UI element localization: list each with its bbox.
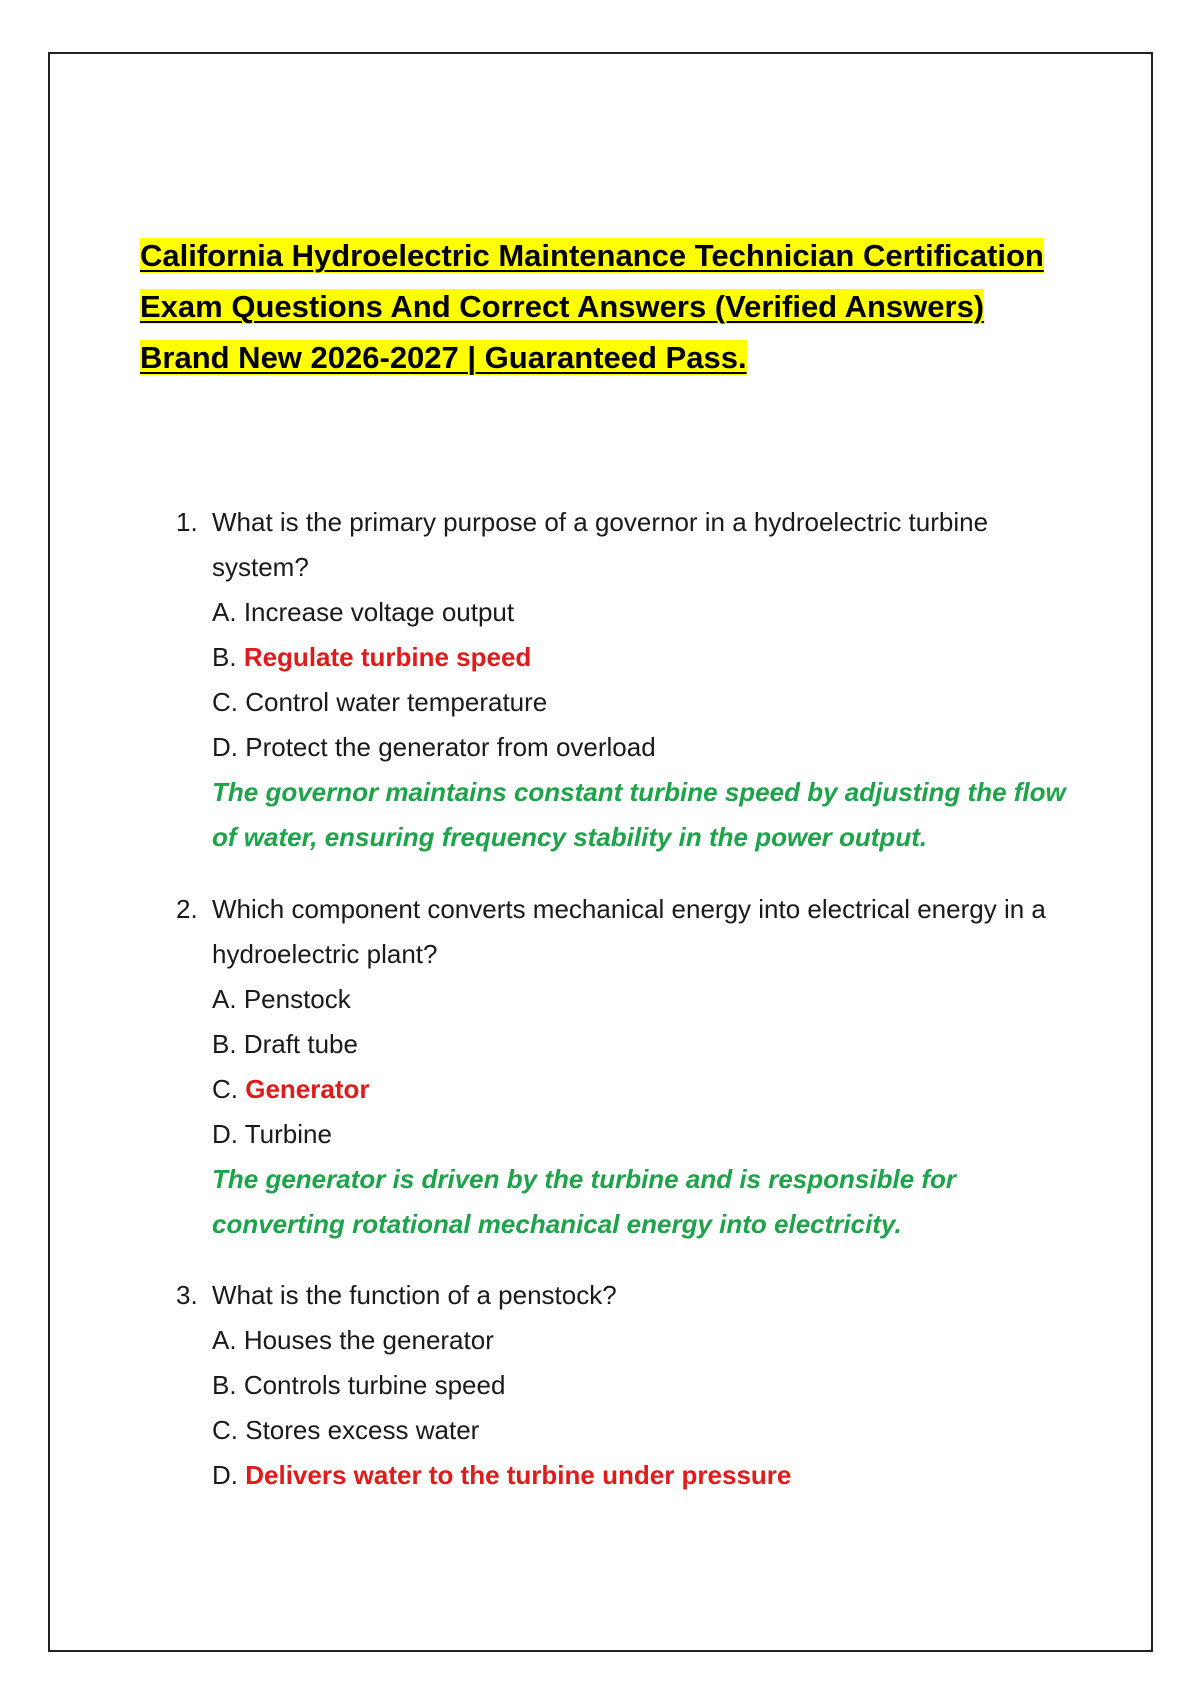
question-number: 2.	[176, 894, 198, 924]
option-letter: A.	[212, 597, 237, 627]
option-letter: D.	[212, 1460, 238, 1490]
question-text: What is the primary purpose of a governor in a hydroelectric turbine system?	[212, 507, 989, 582]
option-letter: C.	[212, 687, 238, 717]
option-row	[176, 1453, 1076, 1498]
option-row	[176, 680, 1076, 725]
option-letter: B.	[212, 642, 237, 672]
answer-explanation: The generator is driven by the turbine and is responsible for converting rotational mechanical energy into electricity.	[212, 1164, 957, 1239]
question-text: Which component converts mechanical energy into electrical energy in a hydroelectric plant?	[212, 894, 1046, 969]
option-row	[176, 590, 1076, 635]
document-title-text: California Hydroelectric Maintenance Technician Certification Exam Questions And Correct Answers (Verified Answers) Brand New 2026-2027 | Guaranteed Pass.	[140, 238, 1044, 375]
option-row	[176, 977, 1076, 1022]
option-letter: C.	[212, 1415, 238, 1445]
option-text: Turbine	[244, 1119, 332, 1149]
question-row	[176, 887, 1076, 977]
option-letter: D.	[212, 1119, 238, 1149]
option-text: Increase voltage output	[243, 597, 515, 627]
question-item	[176, 887, 1076, 1247]
option-letter: C.	[212, 1074, 238, 1104]
question-row	[176, 500, 1076, 590]
option-text: Houses the generator	[243, 1325, 494, 1355]
option-row	[176, 1318, 1076, 1363]
option-text: Stores excess water	[245, 1415, 480, 1445]
correct-answer-text: Generator	[245, 1074, 370, 1104]
option-letter: A.	[212, 1325, 237, 1355]
option-row	[176, 1067, 1076, 1112]
option-row	[176, 725, 1076, 770]
option-letter: D.	[212, 732, 238, 762]
question-number: 1.	[176, 507, 198, 537]
question-item	[176, 1273, 1076, 1498]
option-row	[176, 1022, 1076, 1067]
question-text: What is the function of a penstock?	[212, 1280, 617, 1310]
option-letter: B.	[212, 1370, 237, 1400]
option-letter: A.	[212, 984, 237, 1014]
option-row	[176, 1363, 1076, 1408]
option-text: Draft tube	[243, 1029, 358, 1059]
answer-explanation: The governor maintains constant turbine speed by adjusting the flow of water, ensuring frequency stability in the power output.	[212, 777, 1066, 852]
option-text: Controls turbine speed	[243, 1370, 506, 1400]
correct-answer-text: Regulate turbine speed	[243, 642, 532, 672]
option-text: Protect the generator from overload	[245, 732, 656, 762]
option-row	[176, 1408, 1076, 1453]
correct-answer-text: Delivers water to the turbine under pressure	[245, 1460, 792, 1490]
option-row	[176, 1112, 1076, 1157]
question-number: 3.	[176, 1280, 198, 1310]
question-item	[176, 500, 1076, 860]
option-text: Penstock	[243, 984, 351, 1014]
question-row	[176, 1273, 1076, 1318]
option-letter: B.	[212, 1029, 237, 1059]
option-text: Control water temperature	[245, 687, 548, 717]
option-row	[176, 635, 1076, 680]
